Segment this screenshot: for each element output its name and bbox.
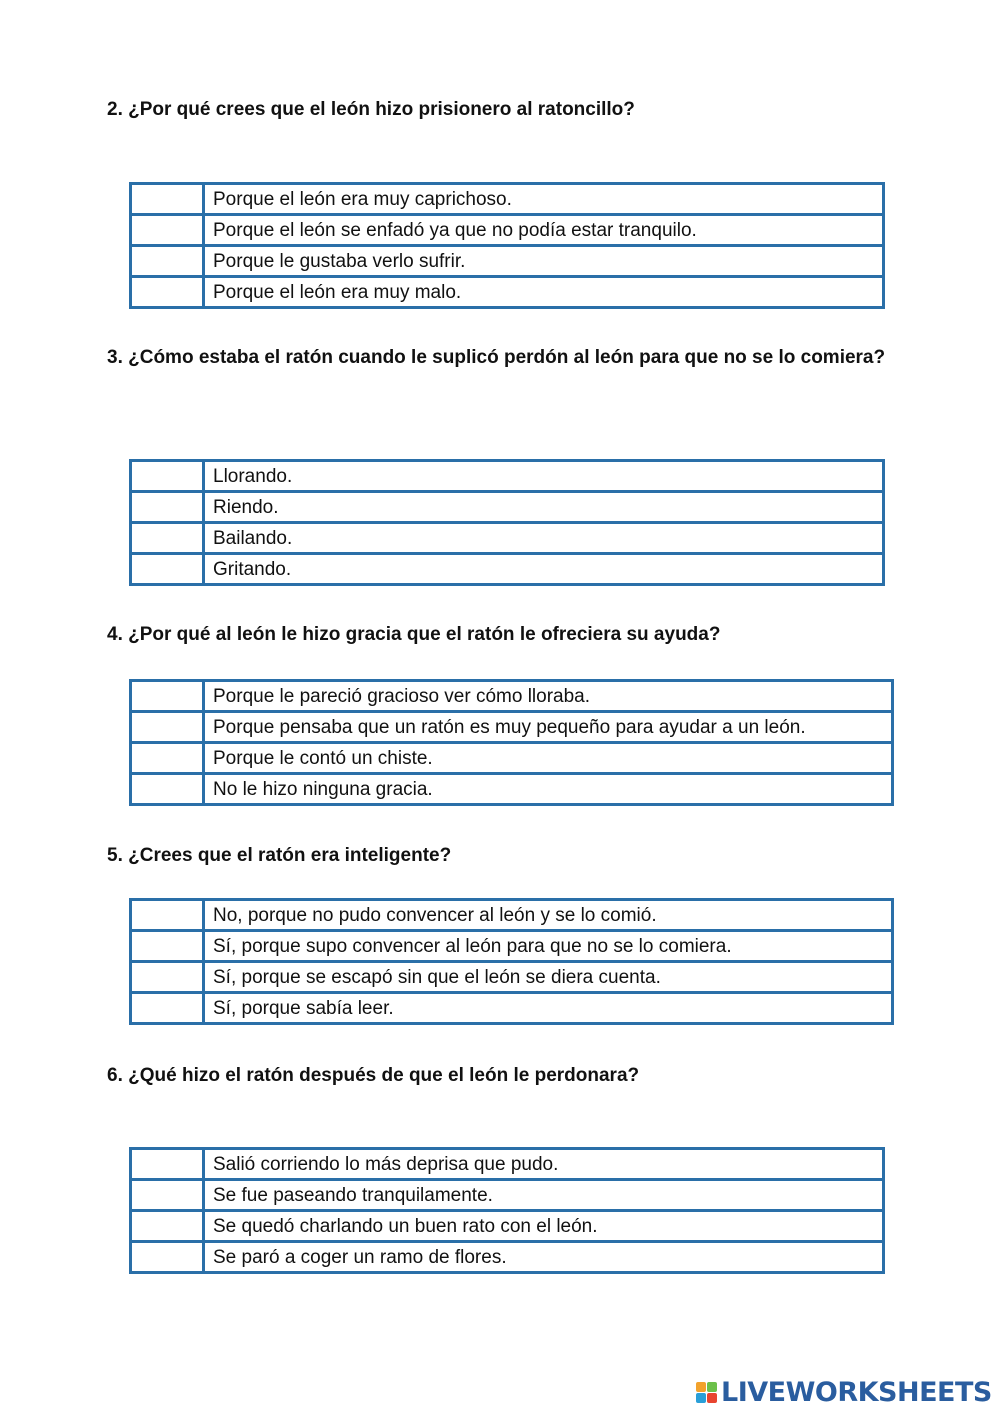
option-row (131, 246, 884, 277)
option-row (131, 523, 884, 554)
option-text: Porque le contó un chiste. (204, 743, 893, 774)
question-2: 2. ¿Por qué crees que el león hizo prisionero al ratoncillo? (107, 99, 635, 120)
answer-box[interactable] (132, 964, 202, 991)
option-text: Riendo. (204, 492, 884, 523)
answer-box[interactable] (132, 1244, 202, 1271)
option-text: Llorando. (204, 461, 884, 492)
option-row (131, 774, 893, 805)
option-row (131, 931, 893, 962)
answer-box[interactable] (132, 1182, 202, 1209)
option-row (131, 277, 884, 308)
options-table-q5 (129, 898, 894, 1025)
answer-box[interactable] (132, 525, 202, 552)
option-row (131, 993, 893, 1024)
option-row (131, 1242, 884, 1273)
option-text: Sí, porque se escapó sin que el león se diera cuenta. (204, 962, 893, 993)
question-6: 6. ¿Qué hizo el ratón después de que el león le perdonara? (107, 1065, 640, 1086)
option-row (131, 215, 884, 246)
answer-box[interactable] (132, 494, 202, 521)
option-text: Sí, porque supo convencer al león para que no se lo comiera. (204, 931, 893, 962)
option-text: Porque le pareció gracioso ver cómo lloraba. (204, 681, 893, 712)
answer-box[interactable] (132, 1151, 202, 1178)
answer-box[interactable] (132, 745, 202, 772)
answer-box[interactable] (132, 556, 202, 583)
option-text: Salió corriendo lo más deprisa que pudo. (204, 1149, 884, 1180)
logo-squares-icon (696, 1382, 717, 1403)
answer-box[interactable] (132, 933, 202, 960)
question-4: 4. ¿Por qué al león le hizo gracia que el ratón le ofreciera su ayuda? (107, 624, 721, 645)
liveworksheets-logo (696, 1377, 992, 1408)
option-row (131, 184, 884, 215)
option-row (131, 743, 893, 774)
brand-name: LIVEWORKSHEETS (721, 1377, 992, 1408)
option-row (131, 461, 884, 492)
answer-box[interactable] (132, 279, 202, 306)
option-text: Se paró a coger un ramo de flores. (204, 1242, 884, 1273)
options-table-q6 (129, 1147, 885, 1274)
option-text: Porque el león era muy caprichoso. (204, 184, 884, 215)
answer-box[interactable] (132, 902, 202, 929)
answer-box[interactable] (132, 463, 202, 490)
option-text: Gritando. (204, 554, 884, 585)
option-text: Se quedó charlando un buen rato con el león. (204, 1211, 884, 1242)
option-text: Sí, porque sabía leer. (204, 993, 893, 1024)
answer-box[interactable] (132, 1213, 202, 1240)
option-row (131, 681, 893, 712)
option-row (131, 492, 884, 523)
question-3: 3. ¿Cómo estaba el ratón cuando le suplicó perdón al león para que no se lo comiera? (107, 347, 886, 368)
answer-box[interactable] (132, 217, 202, 244)
option-text: Bailando. (204, 523, 884, 554)
options-table-q4 (129, 679, 894, 806)
answer-box[interactable] (132, 248, 202, 275)
option-text: Se fue paseando tranquilamente. (204, 1180, 884, 1211)
options-table-q2 (129, 182, 885, 309)
question-5: 5. ¿Crees que el ratón era inteligente? (107, 845, 452, 866)
option-row (131, 1180, 884, 1211)
answer-box[interactable] (132, 714, 202, 741)
option-text: No, porque no pudo convencer al león y se lo comió. (204, 900, 893, 931)
option-text: Porque le gustaba verlo sufrir. (204, 246, 884, 277)
option-row (131, 712, 893, 743)
answer-box[interactable] (132, 776, 202, 803)
option-row (131, 962, 893, 993)
option-text: Porque el león se enfadó ya que no podía estar tranquilo. (204, 215, 884, 246)
option-row (131, 900, 893, 931)
answer-box[interactable] (132, 995, 202, 1022)
answer-box[interactable] (132, 186, 202, 213)
option-text: No le hizo ninguna gracia. (204, 774, 893, 805)
options-table-q3 (129, 459, 885, 586)
option-row (131, 554, 884, 585)
answer-box[interactable] (132, 683, 202, 710)
option-text: Porque el león era muy malo. (204, 277, 884, 308)
option-row (131, 1149, 884, 1180)
option-row (131, 1211, 884, 1242)
option-text: Porque pensaba que un ratón es muy pequeño para ayudar a un león. (204, 712, 893, 743)
